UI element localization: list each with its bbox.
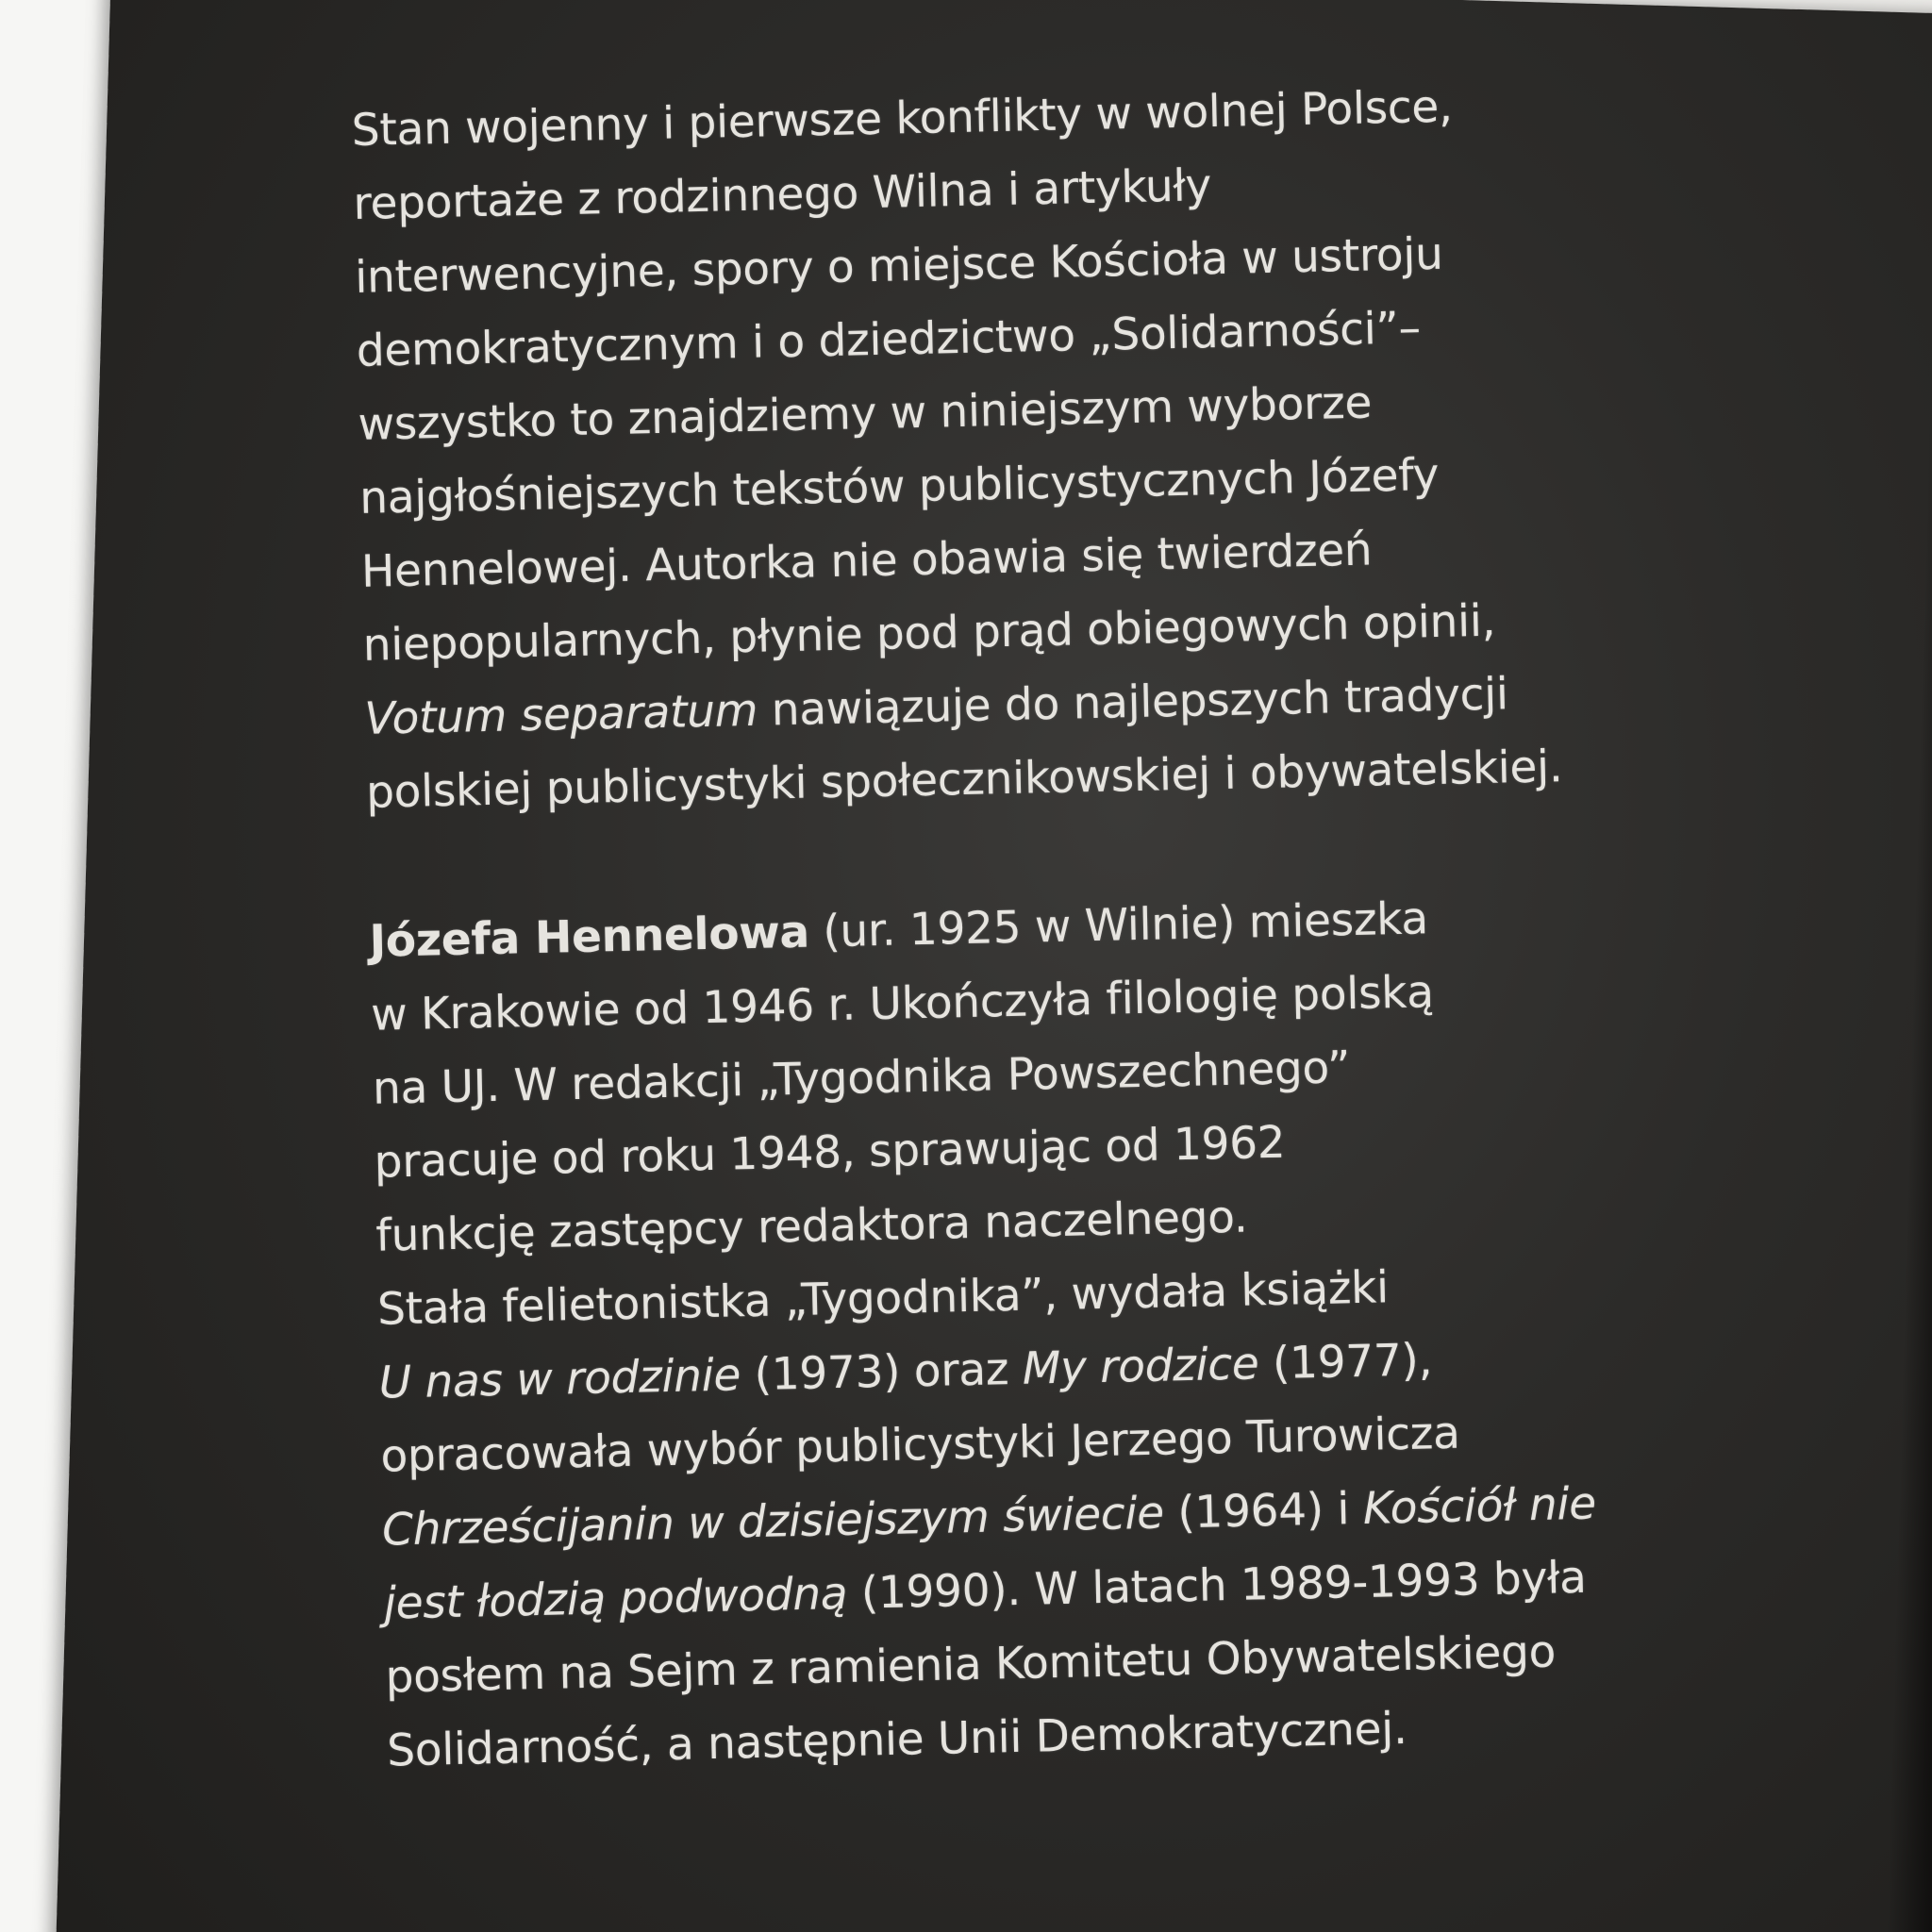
blurb-line: interwencyjne, spory o miejsce Kościoła w ustroju — [354, 227, 1444, 304]
blurb-text: nawiązuje do najlepszych tradycji — [757, 668, 1509, 737]
bio-line: funkcję zastępcy redaktora naczelnego. — [375, 1191, 1249, 1262]
blurb-line: polskiej publicystyki społecznikowskiej i obywatelskiej. — [365, 741, 1563, 819]
bio-line: na UJ. W redakcji „Tygodnika Powszechnego” — [372, 1041, 1351, 1115]
book-title: My rodzice — [1022, 1338, 1260, 1395]
cover-text-block — [351, 63, 1831, 1789]
bio-line: w Krakowie od 1946 r. Ukończyła filologię polską — [370, 966, 1435, 1041]
bio-text: (ur. 1925 w Wilnie) mieszka — [808, 892, 1429, 958]
blurb-line: demokratycznym i o dziedzictwo „Solidarności”– — [356, 302, 1422, 377]
blurb-line: reportaże z rodzinnego Wilna i artykuły — [352, 159, 1212, 230]
author-name: Józefa Hennelowa — [369, 906, 810, 968]
blurb-line: niepopularnych, płynie pod prąd obiegowych opinii, — [362, 594, 1496, 672]
book-title-votum: Votum separatum — [363, 684, 758, 745]
bio-paragraph — [369, 874, 1831, 1788]
bio-text: (1990). W latach 1989-1993 była — [846, 1551, 1588, 1620]
blurb-paragraph — [351, 63, 1810, 830]
bio-line: Solidarność, a następnie Unii Demokratycznej. — [386, 1702, 1408, 1777]
blurb-line: Hennelowej. Autorka nie obawia się twierdzeń — [360, 524, 1373, 598]
cover-edge-shadow — [1887, 13, 1932, 1932]
bio-text: (1973) oraz — [740, 1342, 1024, 1402]
blurb-line: najgłośniejszych tekstów publicystycznych Józefy — [358, 448, 1440, 525]
bio-text: (1964) i — [1163, 1482, 1364, 1540]
blurb-line: wszystko to znajdziemy w niniejszym wyborze — [358, 376, 1373, 451]
blurb-line: Stan wojenny i pierwsze konflikty w wolnej Polsce, — [351, 80, 1454, 157]
book-title: Kościół nie — [1362, 1477, 1597, 1535]
book-title: U nas w rodzinie — [378, 1349, 741, 1409]
bio-text: (1977), — [1257, 1334, 1433, 1391]
bio-line: Stała felietonistka „Tygodnika”, wydała książki — [376, 1261, 1390, 1336]
book-title: Chrześcijanin w dzisiejszym świecie — [381, 1487, 1165, 1557]
bio-line: pracuje od roku 1948, sprawując od 1962 — [374, 1116, 1286, 1189]
bio-line: opracowała wybór publicystyki Jerzego Turowicza — [379, 1407, 1461, 1483]
bio-line: posłem na Sejm z ramienia Komitetu Obywatelskiego — [385, 1625, 1557, 1704]
book-title: jest łodzią podwodną — [383, 1567, 848, 1630]
